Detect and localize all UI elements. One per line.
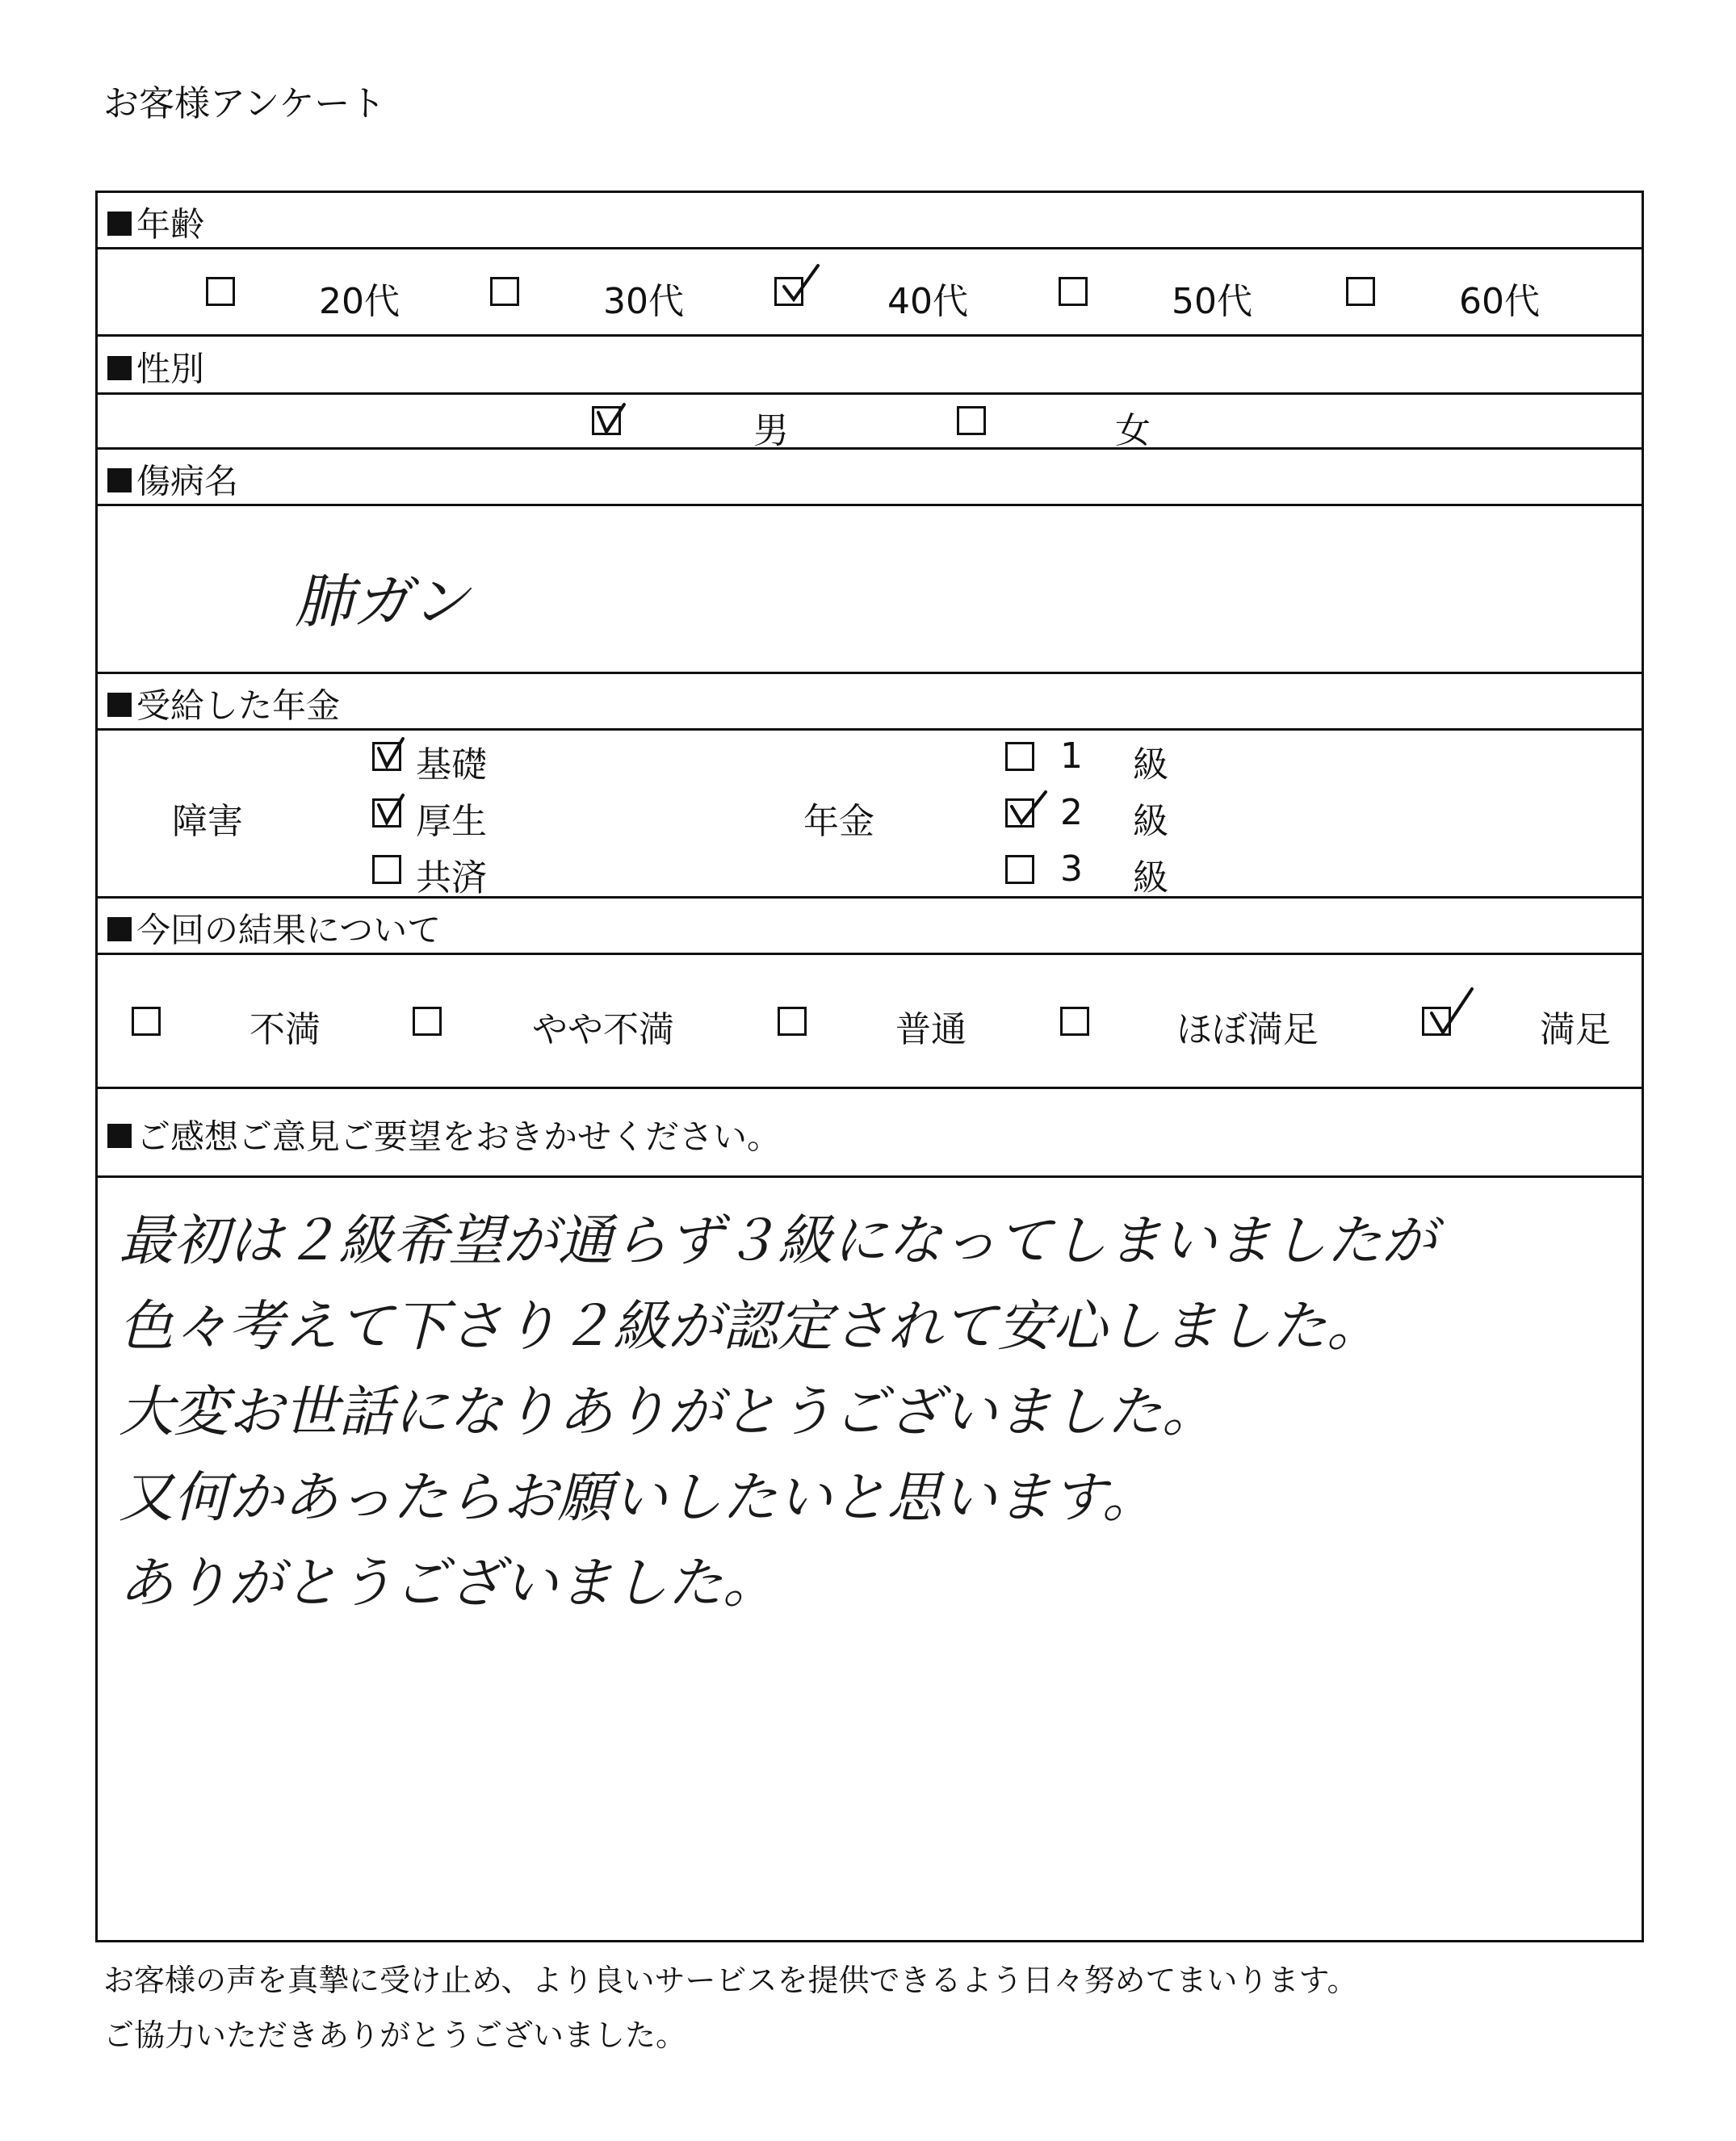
age-20-checkbox[interactable] [206,277,235,306]
check-mark-icon [1425,984,1475,1037]
footer-message-line-2: ご協力いただきありがとうございました。 [103,2017,687,2053]
result-dissatisfied-checkbox[interactable] [132,1007,161,1036]
result-neutral-checkbox[interactable] [778,1007,807,1036]
pension-header [98,674,1642,731]
gender-options-row [98,395,1642,450]
form-title: お客様アンケート [103,83,386,124]
pension-kyosai-checkbox[interactable] [372,855,401,884]
comment-line: ありがとうございました。 [119,1552,778,1615]
pension-kyosai-label: 共済 [416,857,487,899]
age-60-label: 60代 [1459,281,1540,322]
comments-header [98,1089,1642,1178]
result-mostly-satisfied-checkbox[interactable] [1060,1007,1089,1036]
comment-line: 色々考えて下さり２級が認定されて安心しました。 [119,1295,1382,1359]
gender-female-checkbox[interactable] [957,406,986,435]
footer-message-line-1: お客様の声を真摯に受け止め、より良いサービスを提供できるよう日々努めてまいります。 [103,1963,1358,1998]
check-mark-icon [593,400,629,438]
comments-header-label: ご感想ご意見ご要望をおきかせください。 [136,1117,782,1157]
pension-nenkin-label: 年金 [803,801,874,842]
pension-header-label: 受給した年金 [136,685,341,726]
illness-header [98,450,1642,506]
comment-line: 大変お世話になりありがとうございました。 [119,1381,1218,1444]
grade-3-number: 3 [1060,848,1083,890]
bullet-square-icon [107,468,132,492]
age-30-checkbox[interactable] [490,277,519,306]
grade-3-checkbox[interactable] [1005,855,1034,884]
grade-1-number: 1 [1060,735,1083,777]
check-mark-icon [374,790,406,829]
survey-form [95,191,1644,1942]
bullet-square-icon [107,693,132,717]
check-mark-icon [778,261,823,306]
bullet-square-icon [107,212,132,236]
result-dissatisfied-label: 不満 [249,1009,321,1050]
comments-body [98,1178,1642,1940]
age-header-label: 年齢 [136,204,205,245]
pension-kiso-label: 基礎 [416,744,487,786]
comment-line: 又何かあったらお願いしたいと思います。 [119,1466,1157,1530]
grade-1-checkbox[interactable] [1005,742,1034,771]
result-header [98,899,1642,955]
gender-header-label: 性別 [136,349,205,389]
grade-1-unit: 級 [1133,744,1168,786]
gender-header [98,337,1642,395]
grade-2-unit: 級 [1133,801,1168,842]
grade-2-number: 2 [1060,792,1083,833]
comment-line: 最初は２級希望が通らず３級になってしまいましたが [119,1209,1437,1273]
gender-male-label: 男 [753,410,789,451]
gender-female-label: 女 [1115,410,1151,451]
result-somewhat-dissatisfied-checkbox[interactable] [413,1007,442,1036]
illness-value-row [98,506,1642,674]
age-40-label: 40代 [887,281,968,322]
result-somewhat-dissatisfied-label: やや不満 [532,1009,674,1050]
illness-header-label: 傷病名 [136,461,239,501]
illness-value: 肺ガン [295,568,470,635]
age-50-label: 50代 [1172,281,1252,322]
check-mark-icon [374,734,406,773]
age-30-label: 30代 [603,281,684,322]
result-mostly-satisfied-label: ほぼ満足 [1176,1009,1319,1050]
pension-body-row [98,731,1642,899]
age-header [98,193,1642,249]
age-20-label: 20代 [319,281,400,322]
result-header-label: 今回の結果について [136,910,442,950]
age-60-checkbox[interactable] [1346,277,1375,306]
bullet-square-icon [107,917,132,941]
result-options-row [98,955,1642,1089]
bullet-square-icon [107,356,132,380]
result-neutral-label: 普通 [895,1009,967,1050]
age-options-row [98,249,1642,337]
check-mark-icon [1007,787,1049,829]
grade-3-unit: 級 [1133,857,1168,899]
pension-disability-label: 障害 [172,801,243,842]
age-50-checkbox[interactable] [1059,277,1088,306]
bullet-square-icon [107,1124,132,1148]
result-satisfied-label: 満足 [1540,1009,1611,1050]
pension-kosei-label: 厚生 [416,801,487,842]
